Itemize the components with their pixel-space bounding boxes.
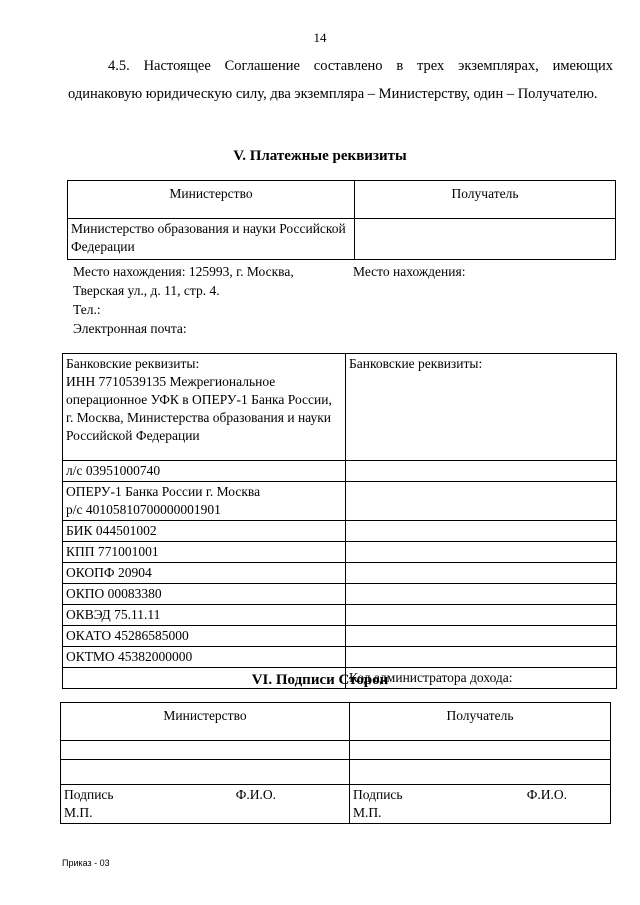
recipient-bank-label: Банковские реквизиты:: [346, 354, 617, 461]
okato: ОКАТО 45286585000: [63, 626, 346, 647]
ministry-phone: Тел.:: [73, 302, 101, 317]
section-5-title: V. Платежные реквизиты: [233, 148, 407, 164]
signatures-table: [60, 702, 611, 824]
recipient-signature-cell: [350, 785, 611, 824]
bank-opery-line-1: ОПЕРУ-1 Банка России г. Москва: [66, 484, 261, 499]
ministry-stamp-label: М.П.: [64, 805, 93, 820]
okved: ОКВЭД 75.11.11: [63, 605, 346, 626]
ministry-location-line-2: Тверская ул., д. 11, стр. 4.: [73, 283, 220, 298]
ministry-signature-label: Подпись: [64, 787, 114, 802]
ministry-email: Электронная почта:: [73, 321, 187, 336]
page-number: 14: [313, 30, 327, 45]
recipient-location: Место нахождения:: [353, 264, 466, 279]
okopf: ОКОПФ 20904: [63, 563, 346, 584]
ministry-bank-label: Банковские реквизиты:: [66, 356, 200, 371]
recipient-signature-label: Подпись: [353, 787, 403, 802]
account-ls: л/с 03951000740: [63, 461, 346, 482]
section-6-title: VI. Подписи Сторон: [251, 672, 389, 688]
recipient-stamp-label: М.П.: [353, 805, 382, 820]
ministry-fio-label: Ф.И.О.: [235, 787, 276, 802]
footer-code: Приказ - 03: [62, 858, 110, 868]
admin-code: Код администратора дохода:: [346, 668, 617, 689]
ministry-bank-details: ИНН 7710539135 Межрегиональное операционное УФК в ОПЕРУ-1 Банка России, г. Москва, Министерства образования и науки Российской Федерации: [66, 374, 332, 443]
ministry-signature-cell: [61, 785, 350, 824]
payment-parties-table: [67, 180, 616, 260]
kpp: КПП 771001001: [63, 542, 346, 563]
oktmo: ОКТМО 45382000000: [63, 647, 346, 668]
ministry-name: Министерство образования и науки Российской Федерации: [68, 219, 355, 260]
bank-details-table: [62, 353, 617, 689]
bank-opery-line-2: р/с 40105810700000001901: [66, 502, 221, 517]
bank-opery-cell: [63, 482, 346, 521]
ministry-bank-cell: [63, 354, 346, 461]
recipient-name-cell: [355, 219, 616, 260]
sig-ministry-header: Министерство: [61, 703, 350, 741]
bik: БИК 044501002: [63, 521, 346, 542]
okpo: ОКПО 00083380: [63, 584, 346, 605]
ministry-location-line-1: Место нахождения: 125993, г. Москва,: [73, 264, 294, 279]
ministry-header: Министерство: [68, 181, 355, 219]
recipient-fio-label: Ф.И.О.: [526, 787, 567, 802]
recipient-header: Получатель: [355, 181, 616, 219]
ministry-contacts: [73, 262, 343, 338]
clause-4-5: 4.5. Настоящее Соглашение составлено в трех экземплярах, имеющих одинаковую юридическую силу, два экземпляра – Министерству, один – Получателю.: [68, 58, 613, 102]
sig-recipient-header: Получатель: [350, 703, 611, 741]
